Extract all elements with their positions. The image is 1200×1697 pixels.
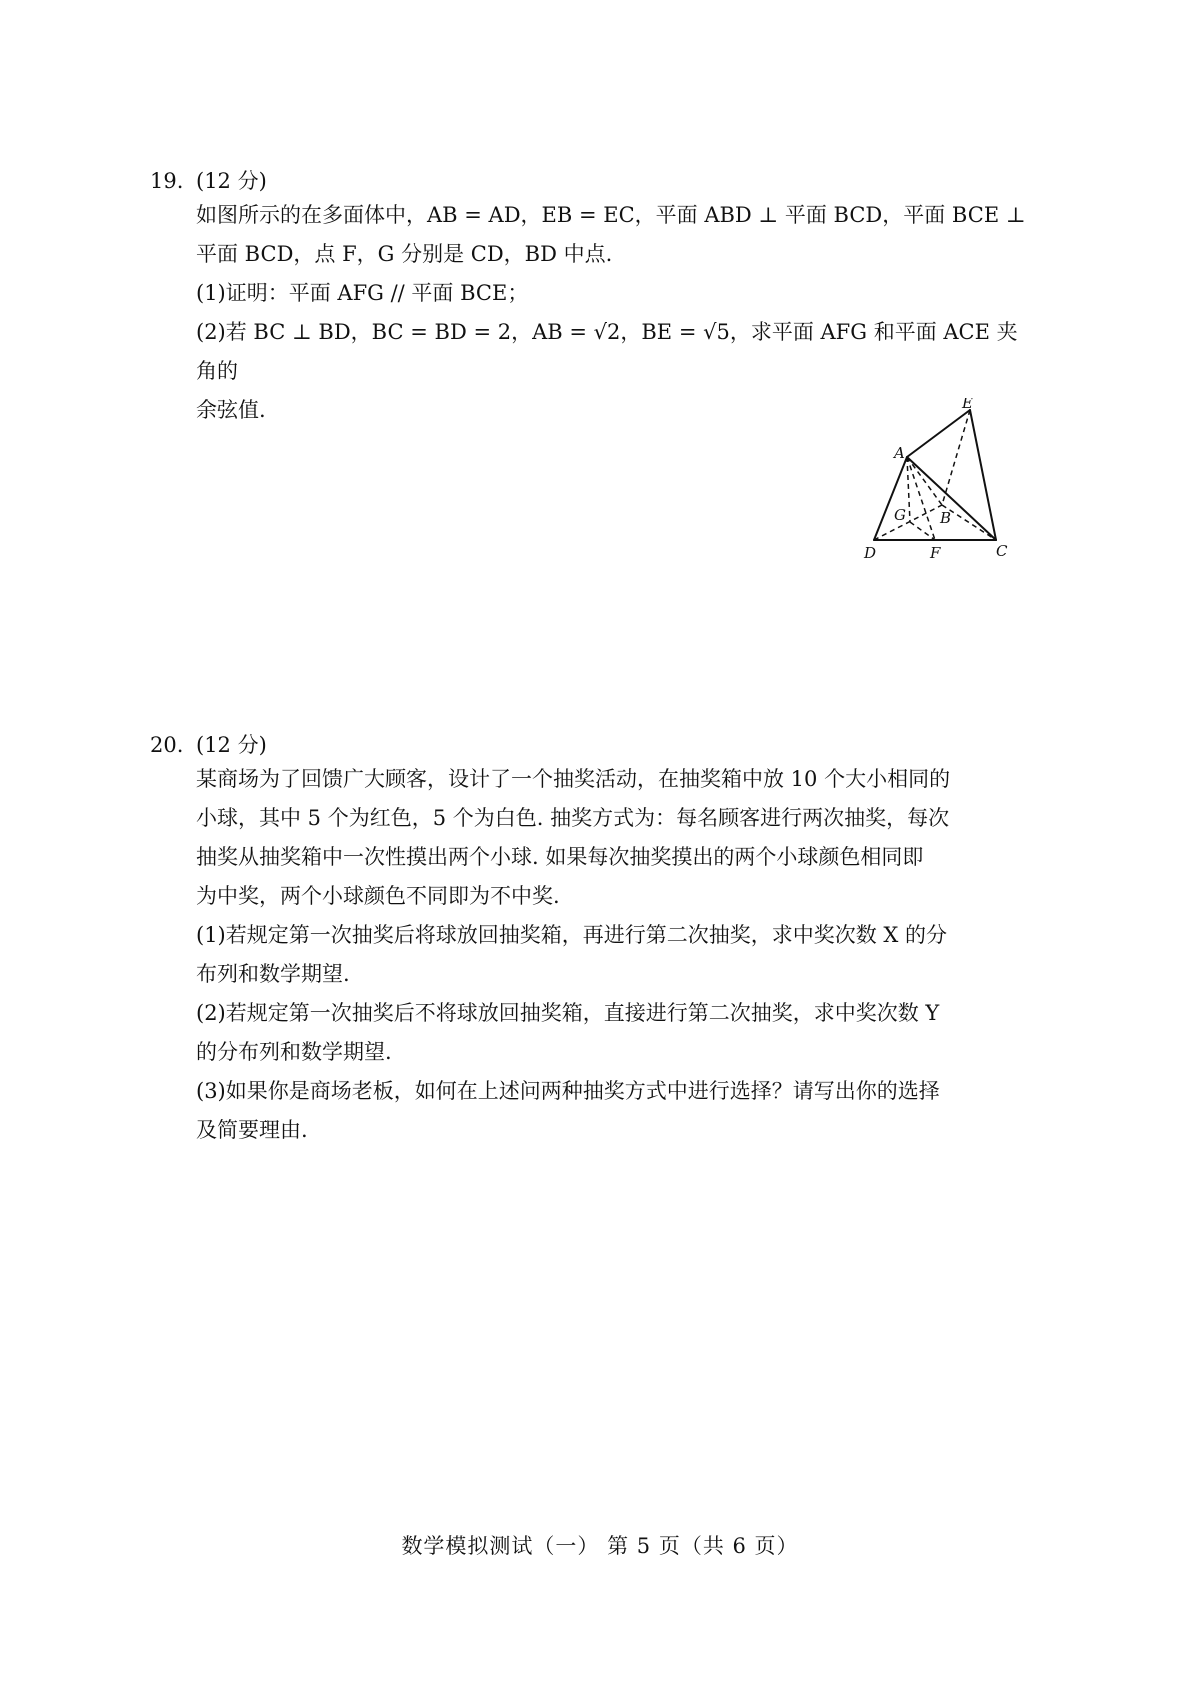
label-A: A: [894, 444, 905, 462]
problem-19: [150, 166, 1030, 430]
edge-AE: [907, 410, 970, 457]
problem-20-line: (1)若规定第一次抽奖后将球放回抽奖箱，再进行第二次抽奖，求中奖次数 X 的分: [196, 923, 948, 947]
problem-19-line: (1)证明：平面 AFG // 平面 BCE；: [196, 281, 529, 305]
polyhedron-diagram: [850, 398, 1020, 610]
problem-20-line: 某商场为了回馈广大顾客，设计了一个抽奖活动，在抽奖箱中放 10 个大小相同的: [196, 767, 951, 791]
edge-EB: [942, 410, 970, 505]
edge-AD: [874, 457, 907, 540]
problem-20-header: [150, 730, 1030, 760]
problem-20-line: 及简要理由.: [196, 1118, 308, 1142]
problem-20-number: 20.: [150, 733, 184, 757]
problem-20: [150, 730, 1030, 1150]
edge-GF: [910, 522, 935, 540]
label-D: D: [864, 544, 877, 562]
problem-20-line: (2)若规定第一次抽奖后不将球放回抽奖箱，直接进行第二次抽奖，求中奖次数 Y: [196, 1001, 940, 1025]
label-B: B: [940, 509, 952, 527]
problem-19-line: (2)若 BC ⊥ BD，BC = BD = 2，AB = √2，BE = √5，求平面 AFG 和平面 ACE 夹角的: [196, 320, 1018, 383]
problem-19-number: 19.: [150, 169, 184, 193]
edge-DB: [874, 505, 942, 540]
problem-20-body: [196, 760, 1030, 1150]
label-C: C: [996, 542, 1008, 560]
label-F: F: [930, 544, 941, 562]
problem-20-score: (12 分): [196, 733, 267, 757]
problem-20-line: 的分布列和数学期望.: [196, 1040, 392, 1064]
problem-20-line: 为中奖，两个小球颜色不同即为不中奖.: [196, 884, 560, 908]
label-G: G: [894, 506, 906, 524]
problem-20-line: 抽奖从抽奖箱中一次性摸出两个小球. 如果每次抽奖摸出的两个小球颜色相同即: [196, 845, 924, 869]
problem-19-line: 如图所示的在多面体中，AB = AD，EB = EC，平面 ABD ⊥ 平面 BCD，平面 BCE ⊥: [196, 203, 1026, 227]
page-footer: 数学模拟测试（一） 第 5 页（共 6 页）: [401, 1534, 799, 1558]
problem-20-line: (3)如果你是商场老板，如何在上述问两种抽奖方式中进行选择？请写出你的选择: [196, 1079, 940, 1103]
problem-19-body: [196, 196, 1030, 430]
problem-20-line: 小球，其中 5 个为红色，5 个为白色. 抽奖方式为：每名顾客进行两次抽奖，每次: [196, 806, 950, 830]
problem-19-score: (12 分): [196, 169, 267, 193]
label-E: E: [962, 398, 973, 412]
problem-20-line: 布列和数学期望.: [196, 962, 350, 986]
problem-19-header: [150, 166, 1030, 196]
problem-19-line: 平面 BCD，点 F，G 分别是 CD，BD 中点.: [196, 242, 613, 266]
polyhedron-figure: [850, 398, 1020, 610]
edge-AB: [907, 457, 942, 505]
problem-19-line: 余弦值.: [196, 398, 266, 422]
